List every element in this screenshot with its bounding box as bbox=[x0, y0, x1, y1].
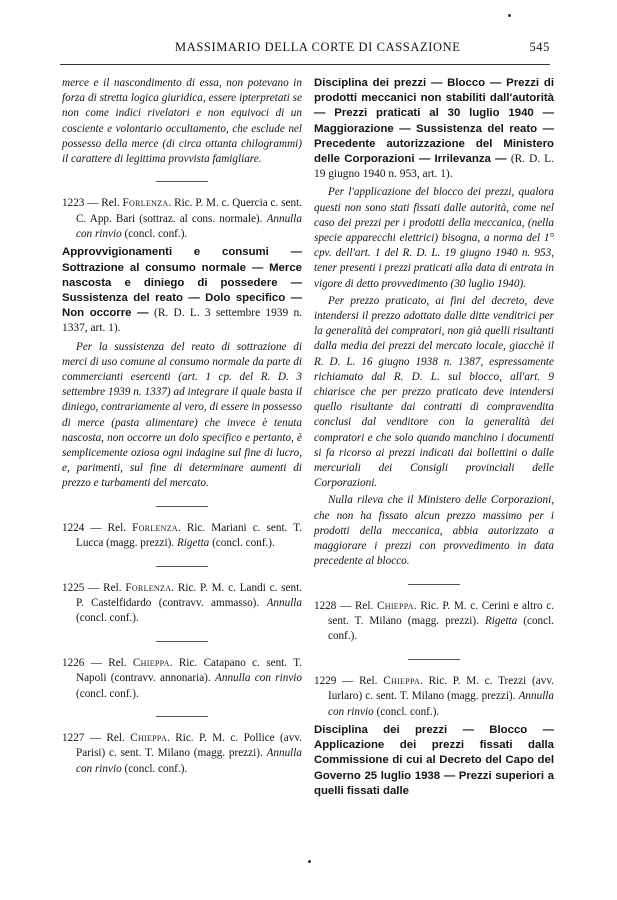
separator-rule bbox=[156, 716, 208, 717]
rapporteur-name: Forlenza bbox=[132, 521, 179, 534]
separator-rule bbox=[156, 181, 208, 182]
massima-heading-1227: Disciplina dei prezzi — Blocco — Prezzi di prodotti meccanici non stabiliti dall'autorità — Prezzi praticati al 30 luglio 1940 — Maggiorazione — Sussistenza del reato — Precedente autorizzazione del Ministero delle Corporazioni — Irrilevanza — (R. D. L. 19 giugno 1940 n. 953, art. 1). bbox=[314, 77, 554, 181]
separator-rule bbox=[156, 566, 208, 567]
outcome: Rigetta bbox=[176, 537, 210, 550]
statute-reference: (R. D. L. 19 giugno 1940 n. 953, art. 1). bbox=[314, 153, 554, 181]
page-number: 545 bbox=[529, 40, 550, 54]
rapporteur-name: Chieppa bbox=[377, 599, 414, 612]
statute-reference: (R. D. L. 3 settembre 1939 n. 1337, art. 1). bbox=[62, 307, 302, 335]
running-head-title: MASSIMARIO DELLA CORTE DI CASSAZIONE bbox=[175, 40, 461, 54]
right-column bbox=[314, 76, 554, 799]
entry-1226: 1226 — Rel. Chieppa. Ric. Catapano c. sent. T. Napoli (contravv. annonaria). Annulla con rinvio (concl. conf.). bbox=[62, 656, 303, 700]
rapporteur-name: Chieppa bbox=[130, 731, 168, 744]
massima-paragraph-1: Per l'applicazione del blocco dei prezzi, qualora questi non sono stati fissati dalle autorità, come nel caso dei prezzi per i prodotti della meccanica, (nella specie apparecchi elettrici) bisogna, a norma del 1° cpv. dell'art. 1 del R. D. L. 19 giugno 1940 n. 953, tener presenti i prezzi praticati alla data di entrata in vigore di detto provvedimento (30 luglio 1940). bbox=[314, 186, 554, 290]
entry-1229: 1229 — Rel. Chieppa. Ric. P. M. c. Trezzi (avv. Iurlaro) c. sent. T. Milano (magg. prezzi). Annulla con rinvio (concl. conf.). bbox=[314, 674, 555, 718]
outcome: Annulla con rinvio bbox=[76, 747, 302, 775]
massima-paragraph-2: Per prezzo praticato, ai fini del decreto, deve intendersi il prezzo adottato dalle ditte venditrici per la generalità dei compratori, non già quelli risultanti dalla media dei prezzi del mercato locale, giacchè il R. D. L. 16 giugno 1938 n. 1387, espressamente richiamato dal R. D. L. sul blocco, all'art. 9 chiarisce che per prezzo praticato deve intendersi quello risultante dai contratti di compravendita conclusi dal venditore con la generalità dei compratori e che solo quando manchino i documenti si fa ricorso ai prezzi indicati dai bollettini o dalle mercuriali dei Consigli provinciali delle Corporazioni. bbox=[314, 294, 554, 490]
outcome: Annulla con rinvio bbox=[215, 672, 303, 685]
case-details: . Ric. P. M. c. Quercia c. sent. C. App. Bari (sottraz. al cons. normale). bbox=[76, 197, 302, 225]
separator-rule bbox=[408, 584, 460, 585]
rapporteur-name: Chieppa bbox=[132, 656, 170, 669]
carry-over-paragraph: merce e il nascondimento di essa, non potevano in forza di stretta logica giuridica, essere ipterpretati se non come indici rivelatori e non equivoci di un cosciente e volontario occultamento, che esclude nel possesso della merce (di circa ottanta chilogrammi) il carattere di legittima provvista famigliare. bbox=[62, 77, 302, 166]
header-rule bbox=[60, 64, 550, 65]
entry-1223 bbox=[62, 196, 302, 242]
ink-speck bbox=[508, 14, 511, 17]
entry-1224: 1224 — Rel. Forlenza. Ric. Mariani c. sent. T. Lucca (magg. prezzi). Rigetta (concl. conf.). bbox=[62, 521, 302, 550]
left-column bbox=[62, 76, 302, 777]
outcome: Rigetta bbox=[484, 614, 518, 627]
separator-rule bbox=[156, 506, 208, 507]
massima-heading-1223: Approvvigionamenti e consumi — Sottrazione al consumo normale — Merce nascosta e diniego di possedere — Sussistenza del reato — Dolo specifico — Non occorre — (R. D. L. 3 settembre 1939 n. 1337, art. 1). bbox=[62, 246, 302, 335]
rapporteur-name: Chieppa bbox=[383, 674, 421, 687]
entry-1225: 1225 — Rel. Forlenza. Ric. P. M. c. Landi c. sent. P. Castelfidardo (contravv. ammasso). Annulla (concl. conf.). bbox=[62, 581, 303, 625]
separator-rule bbox=[156, 641, 208, 642]
rapporteur-name: Forlenza bbox=[125, 581, 172, 594]
conclusion: (concl. conf.). bbox=[124, 228, 188, 241]
entry-1228: 1228 — Rel. Chieppa. Ric. P. M. c. Cerini e altro c. sent. T. Milano (magg. prezzi). Rigetta (concl. conf.). bbox=[314, 599, 555, 643]
massima-heading-1229: Disciplina dei prezzi — Blocco — Applicazione dei prezzi fissati dalla Commissione di cui al Decreto del Capo del Governo 25 luglio 1938 — Prezzi superiori a quelli fissati dalle bbox=[314, 723, 554, 797]
entry-number: 1223 — Rel. bbox=[62, 197, 120, 210]
outcome: Annulla con rinvio bbox=[76, 212, 302, 241]
entry-1227: 1227 — Rel. Chieppa. Ric. P. M. c. Pollice (avv. Parisi) c. sent. T. Milano (magg. prezzi). Annulla con rinvio (concl. conf.). bbox=[62, 731, 303, 775]
massima-body-1223: Per la sussistenza del reato di sottrazione di merci di uso comune al consumo normale da parte di commercianti esercenti (art. 1 cp. del R. D. 3 settembre 1939 n. 1337) ad integrare il quale basta il diniego, contrariamente al vero, di essere in possesso di merce (pasta alimentare) che invece è tenuta nascosta, non occorre un dolo specifico e pertanto, è semplicemente oziosa ogni indagine sul fine di lucro, e, parimenti, sul fine di determinare aumenti di prezzo e turbamenti del mercato. bbox=[62, 340, 302, 490]
outcome: Annulla bbox=[266, 596, 303, 609]
separator-rule bbox=[408, 659, 460, 660]
massima-paragraph-3: Nulla rileva che il Ministero delle Corporazioni, che non ha fissato alcun prezzo massimo per i prodotti della meccanica, abbia autorizzato a maggiorare i prezzi con provvedimento in data precedente al blocco. bbox=[314, 494, 554, 568]
rapporteur-name: Forlenza bbox=[122, 197, 169, 210]
ink-speck bbox=[308, 860, 311, 863]
outcome: Annulla con rinvio bbox=[328, 690, 555, 718]
